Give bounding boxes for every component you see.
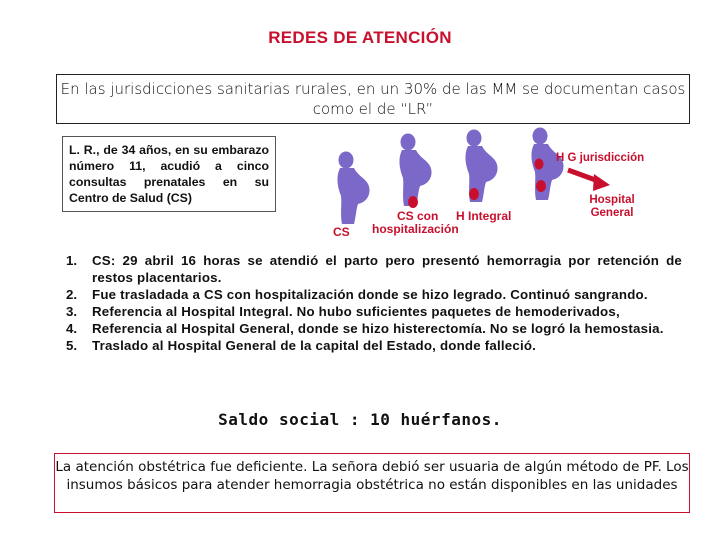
conclusion-box: La atención obstétrica fue deficiente. La señora debió ser usuaria de algún método de PF. Los insumos básicos para atender hemorragia obstétrica no están disponibles en las unidades: [54, 453, 690, 513]
intro-box: En las jurisdicciones sanitarias rurales, en un 30% de las MM se documentan casos como el de “LR”: [56, 74, 690, 124]
label-hg-jurisdiccion: H G jurisdicción: [556, 152, 645, 164]
pregnant-woman-icon-cs-hosp: [399, 134, 431, 207]
label-h-integral: H Integral: [456, 209, 512, 223]
pregnant-woman-icon-cs: [337, 152, 369, 225]
page-title: REDES DE ATENCIÓN: [268, 28, 452, 47]
label-hospital-general: Hospital General: [589, 194, 635, 219]
saldo-text: Saldo social : 10 huérfanos.: [218, 410, 502, 429]
list-number: 3.: [66, 304, 78, 319]
label-cs-con: CS con: [397, 209, 439, 223]
list-text: Fue trasladada a CS con hospitalización donde se hizo legrado. Continuó sangrando.: [92, 287, 648, 302]
events-list: [66, 252, 682, 354]
list-text: Traslado al Hospital General de la capital del Estado, donde falleció.: [92, 338, 537, 353]
pregnancy-figures-diagram: [290, 120, 710, 245]
list-text: Referencia al Hospital Integral. No hubo suficientes paquetes de hemoderivados,: [92, 304, 620, 319]
list-item: [66, 320, 682, 337]
list-item: [66, 286, 682, 303]
list-number: 5.: [66, 338, 78, 353]
list-item: [66, 337, 682, 354]
label-hospitalizacion: hospitalización: [372, 222, 459, 236]
list-text: Referencia al Hospital General, donde se hizo histerectomía. No se logró la hemostasia.: [92, 321, 664, 336]
list-number: 2.: [66, 287, 78, 302]
list-number: 4.: [66, 321, 78, 336]
list-item: [66, 252, 682, 286]
list-item: [66, 303, 682, 320]
referral-arrow-head: [593, 174, 610, 191]
saldo-social: [0, 410, 720, 429]
case-description-box: L. R., de 34 años, en su embarazo número 11, acudió a cinco consultas prenatales en su Centro de Salud (CS): [62, 136, 276, 212]
pregnant-woman-icons: [337, 128, 563, 225]
list-text: CS: 29 abril 16 horas se atendió el parto pero presentó hemorragia por retención de restos placentarios.: [92, 253, 682, 285]
list-number: 1.: [66, 253, 78, 268]
label-cs: CS: [333, 225, 350, 239]
